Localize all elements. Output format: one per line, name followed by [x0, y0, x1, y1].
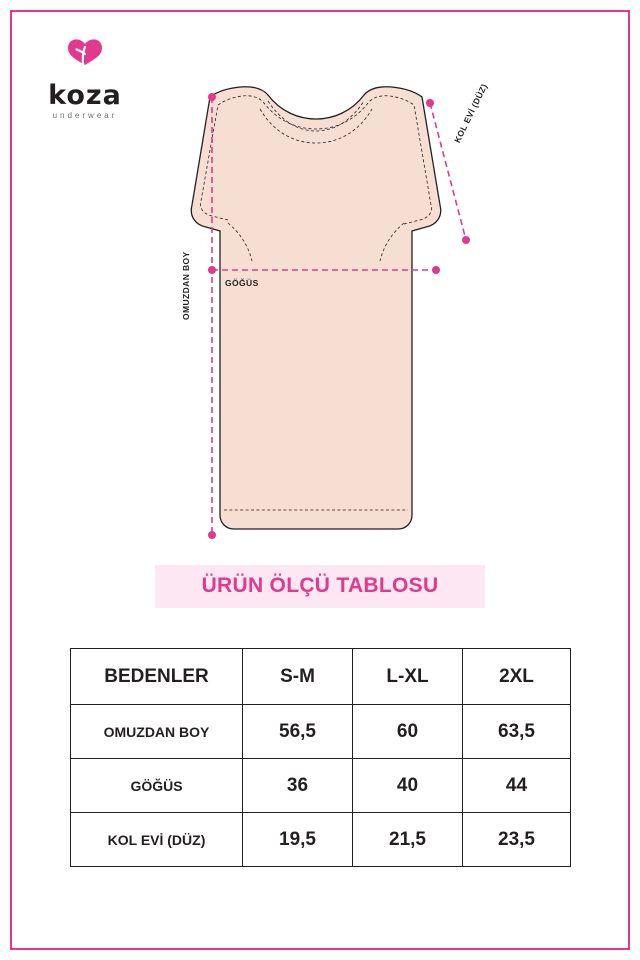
label-shoulder-length: OMUZDAN BOY	[181, 251, 191, 320]
table-header-row	[71, 649, 571, 705]
cell-shoulder-length-s-m: 56,5	[243, 705, 353, 759]
cell-chest-s-m: 36	[243, 759, 353, 813]
table-header-s-m: S-M	[243, 649, 353, 705]
page-title: ÜRÜN ÖLÇÜ TABLOSU	[201, 574, 439, 597]
cell-shoulder-length-l-xl: 60	[353, 705, 463, 759]
row-label-shoulder-length: OMUZDAN BOY	[71, 705, 243, 759]
brand-tagline: underwear	[52, 111, 118, 120]
cell-shoulder-length-2xl: 63,5	[463, 705, 571, 759]
table-row	[71, 759, 571, 813]
cell-chest-l-xl: 40	[353, 759, 463, 813]
chart-title-banner	[155, 565, 485, 608]
cell-armhole-2xl: 23,5	[463, 813, 571, 867]
table-header-l-xl: L-XL	[353, 649, 463, 705]
table-row	[71, 705, 571, 759]
size-table-wrapper	[70, 648, 570, 867]
row-label-chest: GÖĞÜS	[71, 759, 243, 813]
label-armhole: KOL EVİ (DÜZ)	[452, 81, 490, 145]
flower-icon	[62, 38, 108, 78]
size-table	[70, 648, 571, 867]
cell-armhole-s-m: 19,5	[243, 813, 353, 867]
row-label-armhole: KOL EVİ (DÜZ)	[71, 813, 243, 867]
cell-chest-2xl: 44	[463, 759, 571, 813]
table-header-2xl: 2XL	[463, 649, 571, 705]
label-chest: GÖĞÜS	[225, 278, 259, 288]
brand-name: koza	[48, 80, 122, 111]
brand-logo	[30, 38, 140, 120]
cell-armhole-l-xl: 21,5	[353, 813, 463, 867]
table-header-sizes: BEDENLER	[71, 649, 243, 705]
table-row	[71, 813, 571, 867]
